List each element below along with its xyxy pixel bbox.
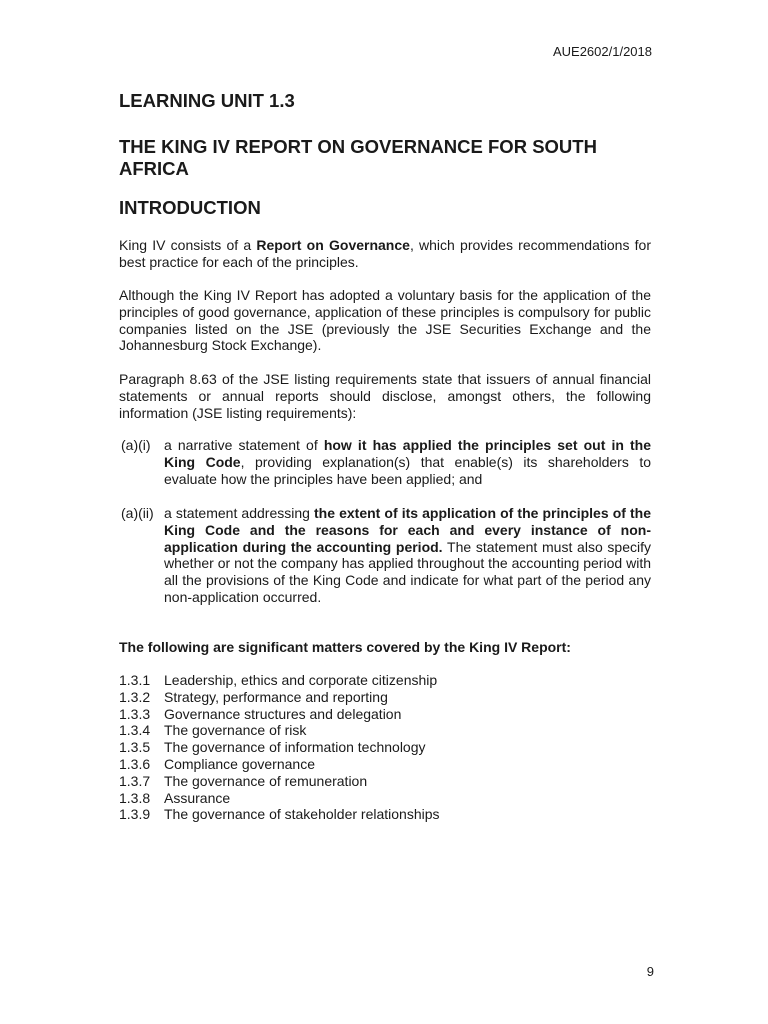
- learning-unit-title: LEARNING UNIT 1.3: [119, 90, 295, 111]
- topic-number: 1.3.9: [119, 806, 151, 823]
- intro-paragraph-1-emphasis: Report on Governance: [256, 237, 410, 253]
- requirement-a-i-text-a: a narrative statement of: [164, 437, 324, 453]
- significant-matters-heading: The following are significant matters covered by the King IV Report:: [119, 639, 571, 655]
- intro-paragraph-1: [119, 237, 651, 271]
- requirement-a-ii-text-a: a statement addressing: [164, 505, 315, 521]
- topic-text: The governance of stakeholder relationships: [164, 806, 440, 823]
- list-item: [119, 790, 440, 807]
- intro-paragraph-1-text-c: , which provides recommendations for best practice for each of the principles.: [119, 237, 652, 270]
- list-item: [119, 722, 440, 739]
- document-code: AUE2602/1/2018: [552, 44, 652, 59]
- topic-text: Assurance: [164, 789, 231, 806]
- requirement-a-i-body: [164, 437, 651, 487]
- requirement-a-ii-text-c: The statement must also specify whether or not the company has applied throughout the accounting period with all the provisions of the King Code and indicate for what part of the period any non-application occurred.: [164, 538, 652, 605]
- topic-number: 1.3.4: [119, 722, 151, 739]
- topic-text: The governance of risk: [164, 722, 307, 739]
- topic-text: The governance of remuneration: [164, 772, 368, 789]
- intro-paragraph-3: Paragraph 8.63 of the JSE listing requirements state that issuers of annual financial statements or annual reports should disclose, amongst others, the following information (JSE listing requirements):: [119, 371, 651, 421]
- list-item: [119, 773, 440, 790]
- topics-list: [119, 672, 440, 823]
- topic-number: 1.3.2: [119, 688, 151, 705]
- topic-text: Leadership, ethics and corporate citizenship: [164, 672, 438, 688]
- requirement-a-i-text-c: , providing explanation(s) that enable(s) its shareholders to evaluate how the principles have been applied; and: [164, 453, 651, 487]
- requirement-a-i-emphasis: how it has applied the principles set out in the King Code: [164, 437, 651, 470]
- topic-number: 1.3.1: [119, 672, 151, 688]
- requirement-a-ii-emphasis: the extent of its application of the principles of the King Code and the reasons for each and every instance of non-application during the accounting period.: [164, 505, 652, 555]
- topic-number: 1.3.3: [119, 705, 151, 722]
- report-title: THE KING IV REPORT ON GOVERNANCE FOR SOUTH AFRICA: [119, 136, 597, 179]
- topic-text: The governance of information technology: [164, 739, 426, 756]
- intro-paragraph-1-text-a: King IV consists of a: [119, 237, 257, 253]
- topic-text: Compliance governance: [164, 755, 315, 772]
- intro-paragraph-2: Although the King IV Report has adopted a voluntary basis for the application of the principles of good governance, application of these principles is compulsory for public companies listed on the JSE (previously the JSE Securities Exchange and the Johannesburg Stock Exchange).: [119, 287, 651, 354]
- topic-number: 1.3.8: [119, 789, 151, 806]
- topic-text: Governance structures and delegation: [164, 705, 402, 722]
- topic-number: 1.3.5: [119, 739, 151, 756]
- list-item: [119, 756, 440, 773]
- list-item: [119, 806, 440, 823]
- list-item: [119, 739, 440, 756]
- topic-number: 1.3.7: [119, 772, 151, 789]
- requirement-a-ii: [121, 505, 651, 606]
- list-item: [119, 689, 440, 706]
- list-item: [119, 672, 440, 689]
- requirement-a-i: [121, 437, 651, 487]
- requirement-a-ii-body: [164, 505, 651, 606]
- topic-text: Strategy, performance and reporting: [164, 688, 388, 705]
- requirement-a-ii-label: (a)(ii): [121, 505, 154, 521]
- list-item: [119, 706, 440, 723]
- page-number: 9: [646, 964, 654, 979]
- requirement-a-i-label: (a)(i): [121, 437, 151, 453]
- topic-number: 1.3.6: [119, 755, 151, 772]
- introduction-heading: INTRODUCTION: [119, 197, 261, 218]
